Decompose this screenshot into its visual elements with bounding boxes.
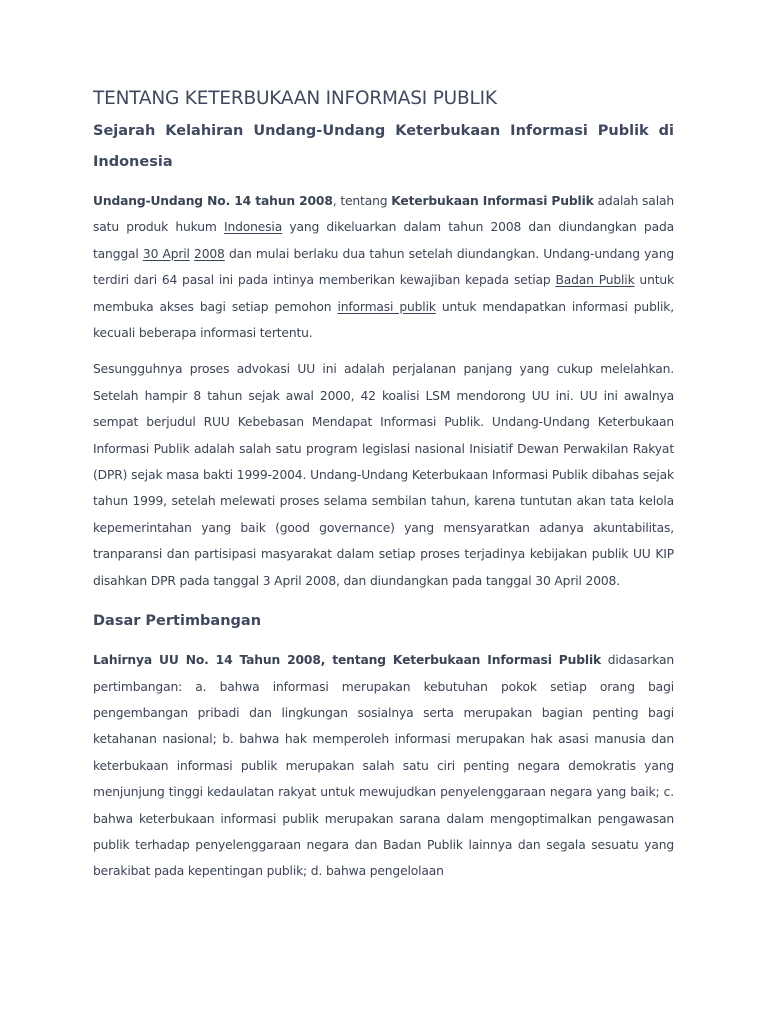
- text-span: dan mulai berlaku dua tahun setelah diundangkan. Undang-undang yang terdiri dari 64 pasal ini pada intinya memberikan kewajiban kepada setiap: [93, 246, 674, 288]
- text-span: yang dikeluarkan dalam tahun 2008 dan diundangkan pada tanggal: [93, 220, 674, 261]
- link-2008[interactable]: 2008: [194, 246, 225, 261]
- paragraph-advocacy: Sesungguhnya proses advokasi UU ini adalah perjalanan panjang yang cukup melelahkan. Setelah hampir 8 tahun sejak awal 2000, 42 koalisi LSM mendorong UU ini. UU ini awalnya sempat berjudul RUU Kebebasan Mendapat Informasi Publik. Undang-Undang Keterbukaan Informasi Publik adalah salah satu program legislasi nasional Inisiatif Dewan Perwakilan Rakyat (DPR) sejak masa bakti 1999-2004. Undang-Undang Keterbukaan Informasi Publik dibahas sejak tahun 1999, setelah melewati proses selama sembilan tahun, karena tuntutan akan tata kelola kepemerintahan yang baik (good governance) yang mensyaratkan adanya akuntabilitas, tranparansi dan partisipasi masyarakat dalam setiap proses terjadinya kebijakan publik UU KIP disahkan DPR pada tanggal 3 April 2008, dan diundangkan pada tanggal 30 April 2008.: [93, 362, 674, 588]
- text-span: , tentang: [332, 194, 392, 208]
- section-heading-history: Sejarah Kelahiran Undang-Undang Keterbukaan Informasi Publik di Indonesia: [93, 123, 674, 170]
- document-title: TENTANG KETERBUKAAN INFORMASI PUBLIK: [93, 88, 497, 109]
- paragraph-considerations: [93, 647, 674, 885]
- law-topic-text: Keterbukaan Informasi Publik: [391, 194, 594, 208]
- law-name-text: Undang-Undang No. 14 tahun 2008: [93, 194, 333, 208]
- link-badan-publik[interactable]: Badan Publik: [555, 273, 635, 288]
- link-30-april[interactable]: 30 April: [142, 246, 190, 261]
- considerations-lead-text: Lahirnya UU No. 14 Tahun 2008, tentang Keterbukaan Informasi Publik: [93, 653, 602, 668]
- section-heading-dasar: Dasar Pertimbangan: [93, 613, 262, 630]
- link-informasi-publik[interactable]: informasi publik: [337, 299, 436, 314]
- paragraph-intro: [93, 188, 674, 346]
- text-span: untuk mendapatkan informasi publik, kecuali beberapa informasi tertentu.: [93, 299, 674, 341]
- text-span: adalah salah satu produk hukum: [93, 194, 674, 235]
- text-span: didasarkan pertimbangan: a. bahwa informasi merupakan kebutuhan pokok setiap orang bagi pengembangan pribadi dan lingkungan sosialnya serta merupakan bagian penting bagi ketahanan nasional; b. bahwa hak memperoleh informasi merupakan hak asasi manusia dan keterbukaan informasi publik merupakan salah satu ciri penting negara demokratis yang menjunjung tinggi kedaulatan rakyat untuk mewujudkan penyelenggaraan negara yang baik; c. bahwa keterbukaan informasi publik merupakan sarana dalam mengoptimalkan pengawasan publik terhadap penyelenggaraan negara dan Badan Publik lainnya dan segala sesuatu yang berakibat pada kepentingan publik; d. bahwa pengelolaan: [93, 653, 674, 879]
- link-indonesia[interactable]: Indonesia: [223, 220, 283, 235]
- text-span: untuk membuka akses bagi setiap pemohon: [93, 273, 675, 314]
